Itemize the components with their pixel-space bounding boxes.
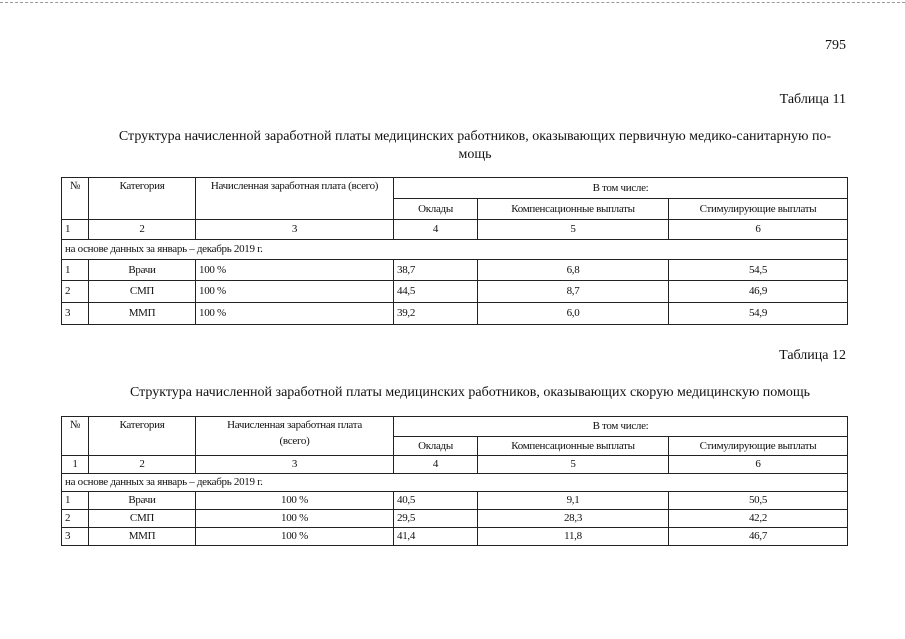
period-note: на основе данных за январь – декабрь 2019 г. [62,240,848,260]
row-salaries: 38,7 [394,260,478,281]
row-num: 3 [62,303,89,325]
header-salaries: Оклады [394,199,478,220]
column-number: 1 [62,456,89,474]
row-compensation: 6,8 [478,260,669,281]
row-total: 100 % [196,510,394,528]
row-compensation: 11,8 [478,528,669,546]
row-category: Врачи [89,260,196,281]
row-total: 100 % [196,260,394,281]
table-11 [61,177,848,325]
row-salaries: 40,5 [394,492,478,510]
column-number: 1 [62,220,89,240]
row-num: 2 [62,281,89,303]
header-incentive: Стимулирующие выплаты [669,199,848,220]
row-num: 2 [62,510,89,528]
row-category: СМП [89,281,196,303]
row-compensation: 8,7 [478,281,669,303]
row-incentive: 42,2 [669,510,848,528]
row-compensation: 28,3 [478,510,669,528]
column-number: 3 [196,456,394,474]
column-number: 6 [669,456,848,474]
column-numbers-row [62,220,848,240]
table-11-caption: Таблица 11 [779,92,846,107]
header-incentive: Стимулирующие выплаты [669,437,848,456]
table-11-title-line-1: Структура начисленной заработной платы медицинских работников, оказывающих первичную медико-санитарную по- [118,129,832,144]
row-incentive: 54,9 [669,303,848,325]
row-salaries: 29,5 [394,510,478,528]
row-category: СМП [89,510,196,528]
header-category: Категория [89,417,196,456]
column-number: 4 [394,456,478,474]
header-compensation: Компенсационные выплаты [478,199,669,220]
table-12-caption: Таблица 12 [779,348,846,363]
row-incentive: 50,5 [669,492,848,510]
row-num: 1 [62,260,89,281]
row-incentive: 46,9 [669,281,848,303]
row-total: 100 % [196,281,394,303]
row-total: 100 % [196,492,394,510]
header-salary-total: Начисленная заработная плата (всего) [196,178,394,220]
column-number: 6 [669,220,848,240]
table-12-title: Структура начисленной заработной платы медицинских работников, оказывающих скорую медицинскую помощь [129,385,811,400]
header-category: Категория [89,178,196,220]
period-note: на основе данных за январь – декабрь 2019 г. [62,474,848,492]
header-salary-total [196,417,394,456]
column-numbers-row [62,456,848,474]
column-number: 2 [89,220,196,240]
page-number: 795 [825,38,846,53]
header-salary-total-line-1: Начисленная заработная плата [227,419,362,431]
column-number: 2 [89,456,196,474]
row-compensation: 9,1 [478,492,669,510]
table-row [62,260,848,281]
row-incentive: 54,5 [669,260,848,281]
column-number: 4 [394,220,478,240]
table-row [62,303,848,325]
row-total: 100 % [196,528,394,546]
table-11-title-line-2: мощь [458,147,492,162]
row-num: 1 [62,492,89,510]
header-num: № [62,417,89,456]
row-num: 3 [62,528,89,546]
header-num: № [62,178,89,220]
column-number: 5 [478,220,669,240]
row-category: Врачи [89,492,196,510]
header-salary-total-line-2: (всего) [279,435,310,447]
row-salaries: 41,4 [394,528,478,546]
table-row [62,528,848,546]
row-total: 100 % [196,303,394,325]
table-row [62,281,848,303]
row-salaries: 44,5 [394,281,478,303]
scan-top-edge [0,2,905,3]
header-salaries: Оклады [394,437,478,456]
row-compensation: 6,0 [478,303,669,325]
column-number: 3 [196,220,394,240]
table-11-title [95,128,855,164]
table-12 [61,416,848,546]
row-category: ММП [89,528,196,546]
header-including: В том числе: [394,178,848,199]
row-category: ММП [89,303,196,325]
header-including: В том числе: [394,417,848,437]
row-incentive: 46,7 [669,528,848,546]
column-number: 5 [478,456,669,474]
table-row [62,510,848,528]
header-compensation: Компенсационные выплаты [478,437,669,456]
table-row [62,492,848,510]
row-salaries: 39,2 [394,303,478,325]
